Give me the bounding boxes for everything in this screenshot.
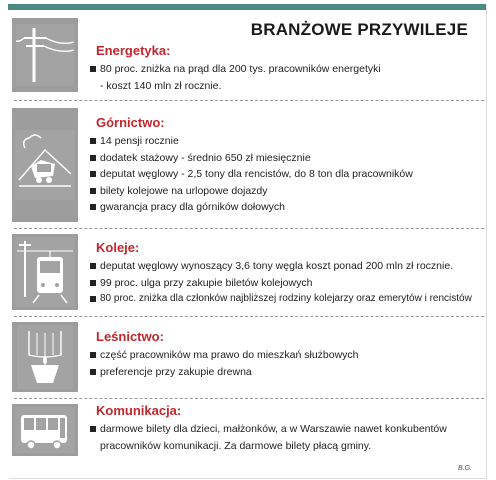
transport-icon-box xyxy=(12,404,78,456)
koleje-list xyxy=(90,258,472,308)
page-title: BRANŻOWE PRZYWILEJE xyxy=(250,20,468,39)
section-title-energetyka: Energetyka: xyxy=(96,43,171,58)
list-item: deputat węglowy - 2,5 tony dla rencistów, do 8 ton dla pracowników xyxy=(90,166,413,183)
mine-cart-icon xyxy=(15,130,75,200)
list-item: 80 proc. zniżka dla członków najbliższej rodziny kolejarzy oraz emerytów i rencistów xyxy=(90,291,472,308)
list-item: darmowe bilety dla dzieci, małżonków, a w Warszawie nawet konkubentów xyxy=(90,421,447,438)
list-item: gwarancja pracy dla górników dołowych xyxy=(90,199,413,216)
list-item: część pracowników ma prawo do mieszkań służbowych xyxy=(90,347,359,364)
section-title-komunikacja: Komunikacja: xyxy=(96,403,182,418)
lesnictwo-list xyxy=(90,347,359,380)
infographic-frame xyxy=(8,4,486,478)
list-item: 80 proc. zniżka na prąd dla 200 tys. pracowników energetyki xyxy=(90,61,381,78)
mining-icon-box xyxy=(12,108,78,222)
list-item: bilety kolejowe na urlopowe dojazdy xyxy=(90,183,413,200)
energetyka-list xyxy=(90,61,381,94)
list-item: 14 pensji rocznie xyxy=(90,133,413,150)
power-line-icon xyxy=(16,24,74,86)
list-item: 99 proc. ulga przy zakupie biletów kolejowych xyxy=(90,275,472,292)
bus-icon xyxy=(15,407,75,453)
train-icon xyxy=(15,237,75,307)
section-divider xyxy=(14,316,484,317)
energy-icon-box xyxy=(12,18,78,92)
section-divider xyxy=(14,398,484,399)
forestry-icon-box xyxy=(12,322,78,392)
komunikacja-list xyxy=(90,421,447,454)
section-title-lesnictwo: Leśnictwo: xyxy=(96,329,164,344)
section-divider xyxy=(14,228,484,229)
list-item: pracowników komunikacji. Za darmowe bilety płacą gminy. xyxy=(100,439,372,452)
list-item: preferencje przy zakupie drewna xyxy=(90,364,359,381)
list-item: - koszt 140 mln zł rocznie. xyxy=(100,79,222,92)
section-title-gornictwo: Górnictwo: xyxy=(96,115,165,130)
author-credit: B.G. xyxy=(457,465,472,472)
railway-icon-box xyxy=(12,234,78,310)
section-title-koleje: Koleje: xyxy=(96,240,140,255)
section-divider xyxy=(14,100,484,101)
tree-icon xyxy=(17,325,73,389)
gornictwo-list xyxy=(90,133,413,216)
list-item: deputat węglowy wynoszący 3,6 tony węgla koszt ponad 200 mln zł rocznie. xyxy=(90,258,472,275)
list-item: dodatek stażowy - średnio 650 zł miesięcznie xyxy=(90,150,413,167)
